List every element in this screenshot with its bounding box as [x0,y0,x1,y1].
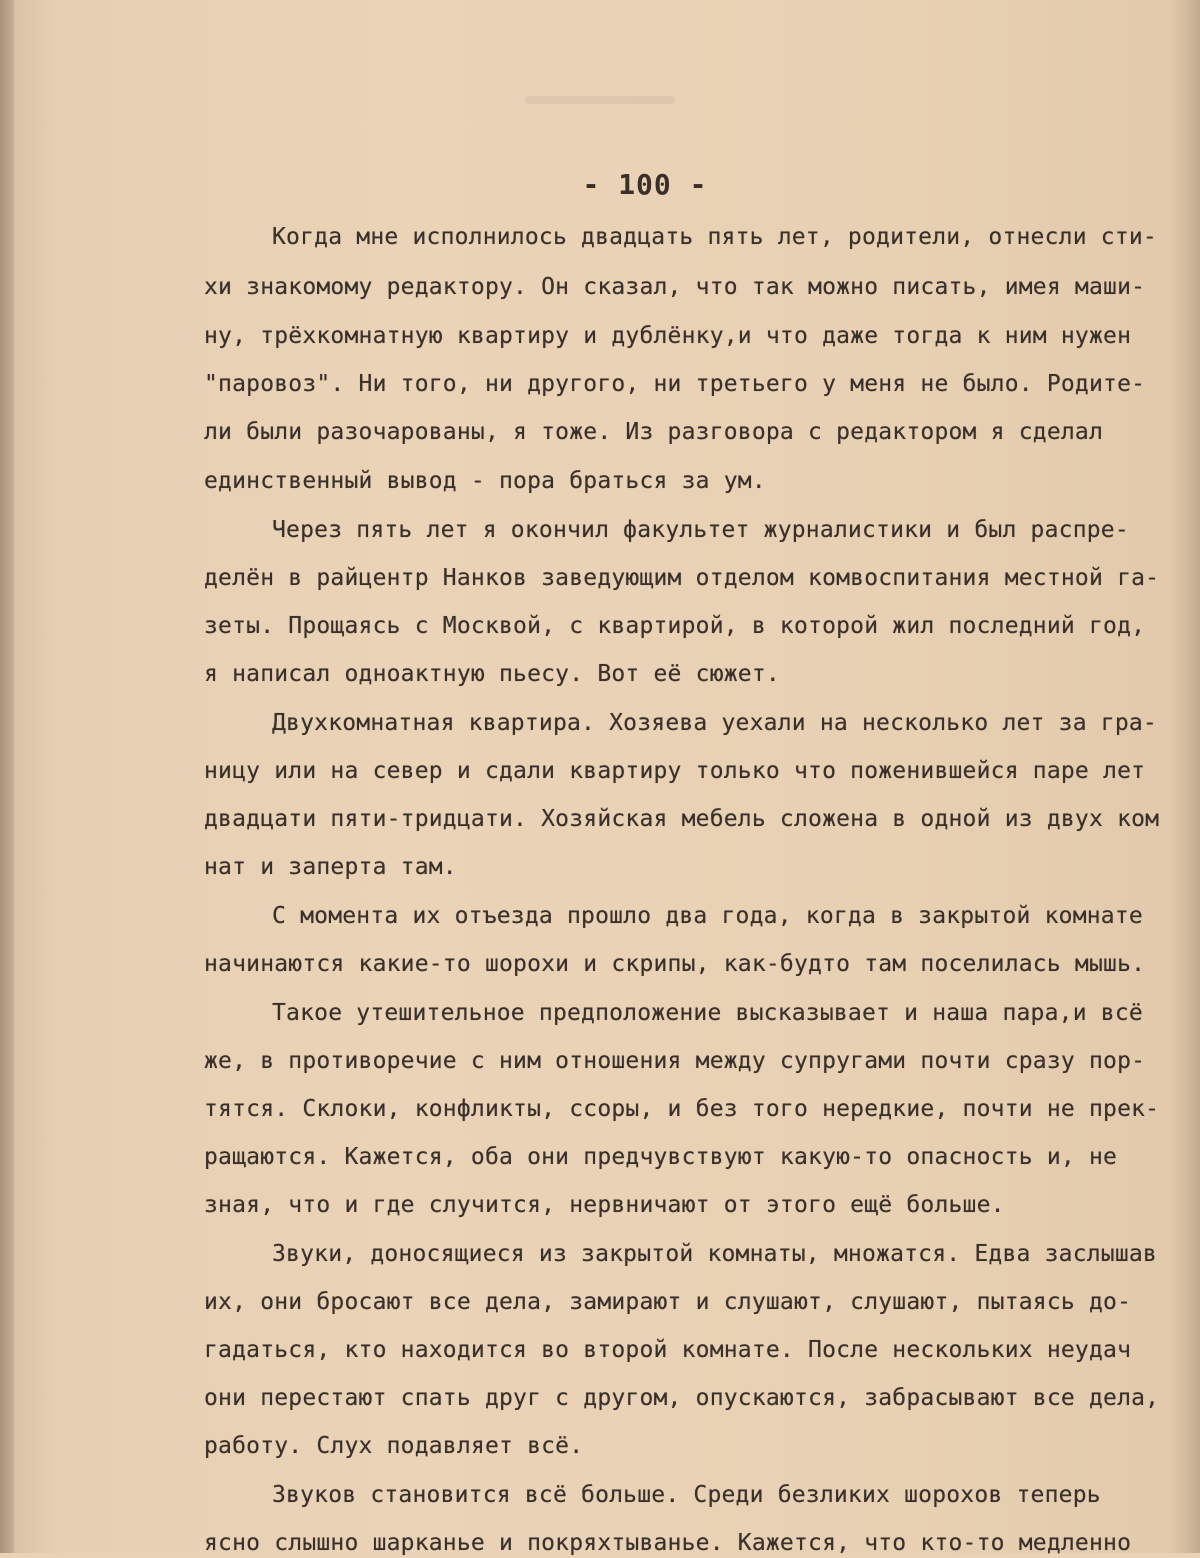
text-line: работу. Слух подавляет всё. [204,1433,584,1459]
text-line: ницу или на север и сдали квартиру только что поженившейся паре лет [204,758,1146,784]
text-line: Звуков становится всё больше. Среди безликих шорохов теперь [272,1482,1101,1508]
text-line: Такое утешительное предположение высказывает и наша пара,и всё [272,1000,1143,1026]
text-line: Когда мне исполнилось двадцать пять лет, родители, отнесли сти- [272,224,1157,250]
text-line: двадцати пяти-тридцати. Хозяйская мебель сложена в одной из двух ком [204,806,1160,832]
text-line: зеты. Прощаясь с Москвой, с квартирой, в которой жил последний год, [204,613,1146,639]
text-line: гадаться, кто находится во второй комнате. После нескольких неудач [204,1337,1132,1363]
text-line: ли были разочарованы, я тоже. Из разговора с редактором я сделал [204,419,1104,445]
text-line: нат и заперта там. [204,854,457,880]
text-line: начинаются какие-то шорохи и скрипы, как-будто там поселилась мышь. [204,951,1146,977]
text-line: Двухкомнатная квартира. Хозяева уехали на несколько лет за гра- [272,710,1157,736]
text-line: хи знакомому редактору. Он сказал, что так можно писать, имея маши- [204,274,1146,300]
text-line: Через пять лет я окончил факультет журналистики и был распре- [272,517,1129,543]
text-line: ращаются. Кажется, оба они предчувствуют какую-то опасность и, не [204,1144,1118,1170]
text-line: они перестают спать друг с другом, опускаются, забрасывают все дела, [204,1385,1160,1411]
text-line: я написал одноактную пьесу. Вот её сюжет. [204,661,780,687]
text-line: ну, трёхкомнатную квартиру и дублёнку,и что даже тогда к ним нужен [204,323,1132,349]
text-line: С момента их отъезда прошло два года, когда в закрытой комнате [272,903,1143,929]
text-line: "паровоз". Ни того, ни другого, ни третьего у меня не было. Родите- [204,371,1146,397]
text-line: их, они бросают все дела, замирают и слушают, слушают, пытаясь до- [204,1289,1132,1315]
text-line: зная, что и где случится, нервничают от этого ещё больше. [204,1192,1005,1218]
page-number: - 100 - [582,168,708,201]
text-line: единственный вывод - пора браться за ум. [204,468,766,494]
text-line: же, в противоречие с ним отношения между супругами почти сразу пор- [204,1048,1146,1074]
text-line: тятся. Склоки, конфликты, ссоры, и без того нередкие, почти не прек- [204,1096,1160,1122]
text-line: Звуки, доносящиеся из закрытой комнаты, множатся. Едва заслышав [272,1241,1157,1267]
text-line: ясно слышно шарканье и покряхтыванье. Кажется, что кто-то медленно [204,1530,1132,1556]
text-line: делён в райцентр Нанков заведующим отделом комвоспитания местной га- [204,565,1160,591]
